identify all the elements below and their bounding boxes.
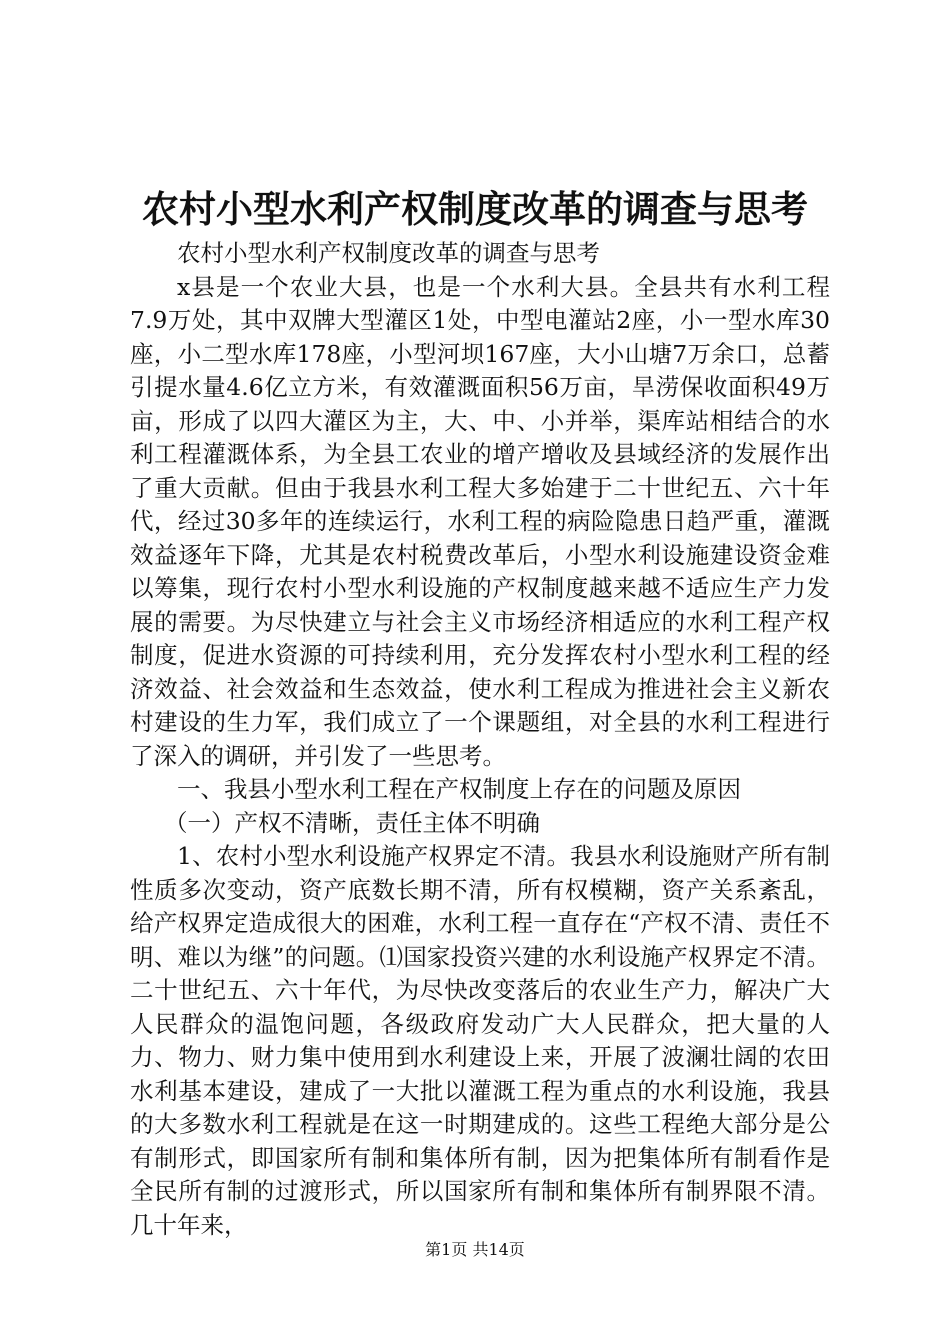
body-paragraph: 1、农村小型水利设施产权界定不清。我县水利设施财产所有制性质多次变动，资产底数长期不清，所有权模糊，资产关系紊乱，给产权界定造成很大的困难，水利工程一直存在“产权不清、责任不明、难以为继”的问题。⑴国家投资兴建的水利设施产权界定不清。二十世纪五、六十年代，为尽快改变落后的农业生产力，解决广大人民群众的温饱问题，各级政府发动广大人民群众，把大量的人力、物力、财力集中使用到水利建设上来，开展了波澜壮阔的农田水利基本建设，建成了一大批以灌溉工程为重点的水利设施，我县的大多数水利工程就是在这一时期建成的。这些工程绝大部分是公有制形式，即国家所有制和集体所有制，因为把集体所有制看作是全民所有制的过渡形式，所以国家所有制和集体所有制界限不清。几十年来， — [130, 842, 830, 1239]
section-heading: 一、我县小型水利工程在产权制度上存在的问题及原因 — [177, 775, 741, 803]
document-body — [130, 237, 830, 1242]
body-paragraph: 农村小型水利产权制度改革的调查与思考 — [177, 239, 600, 267]
document-title: 农村小型水利产权制度改革的调查与思考 — [142, 187, 808, 231]
page-number-footer: 第1页 共14页 — [425, 1240, 525, 1259]
subsection-heading: （一）产权不清晰，责任主体不明确 — [164, 808, 540, 837]
body-paragraph: x县是一个农业大县，也是一个水利大县。全县共有水利工程7.9万处，其中双牌大型灌区1处，中型电灌站2座，小一型水库30座，小二型水库178座，小型河坝167座，大小山塘7万余口，总蓄引提水量4.6亿立方米，有效灌溉面积56万亩，旱涝保收面积49万亩，形成了以四大灌区为主，大、中、小并举，渠库站相结合的水利工程灌溉体系，为全县工农业的增产增收及县域经济的发展作出了重大贡献。但由于我县水利工程大多始建于二十世纪五、六十年代，经过30多年的连续运行，水利工程的病险隐患日趋严重，灌溉效益逐年下降，尤其是农村税费改革后，小型水利设施建设资金难以筹集，现行农村小型水利设施的产权制度越来越不适应生产力发展的需要。为尽快建立与社会主义市场经济相适应的水利工程产权制度，促进水资源的可持续利用，充分发挥农村小型水利工程的经济效益、社会效益和生态效益，使水利工程成为推进社会主义新农村建设的生力军，我们成立了一个课题组，对全县的水利工程进行了深入的调研，并引发了一些思考。 — [130, 272, 830, 770]
